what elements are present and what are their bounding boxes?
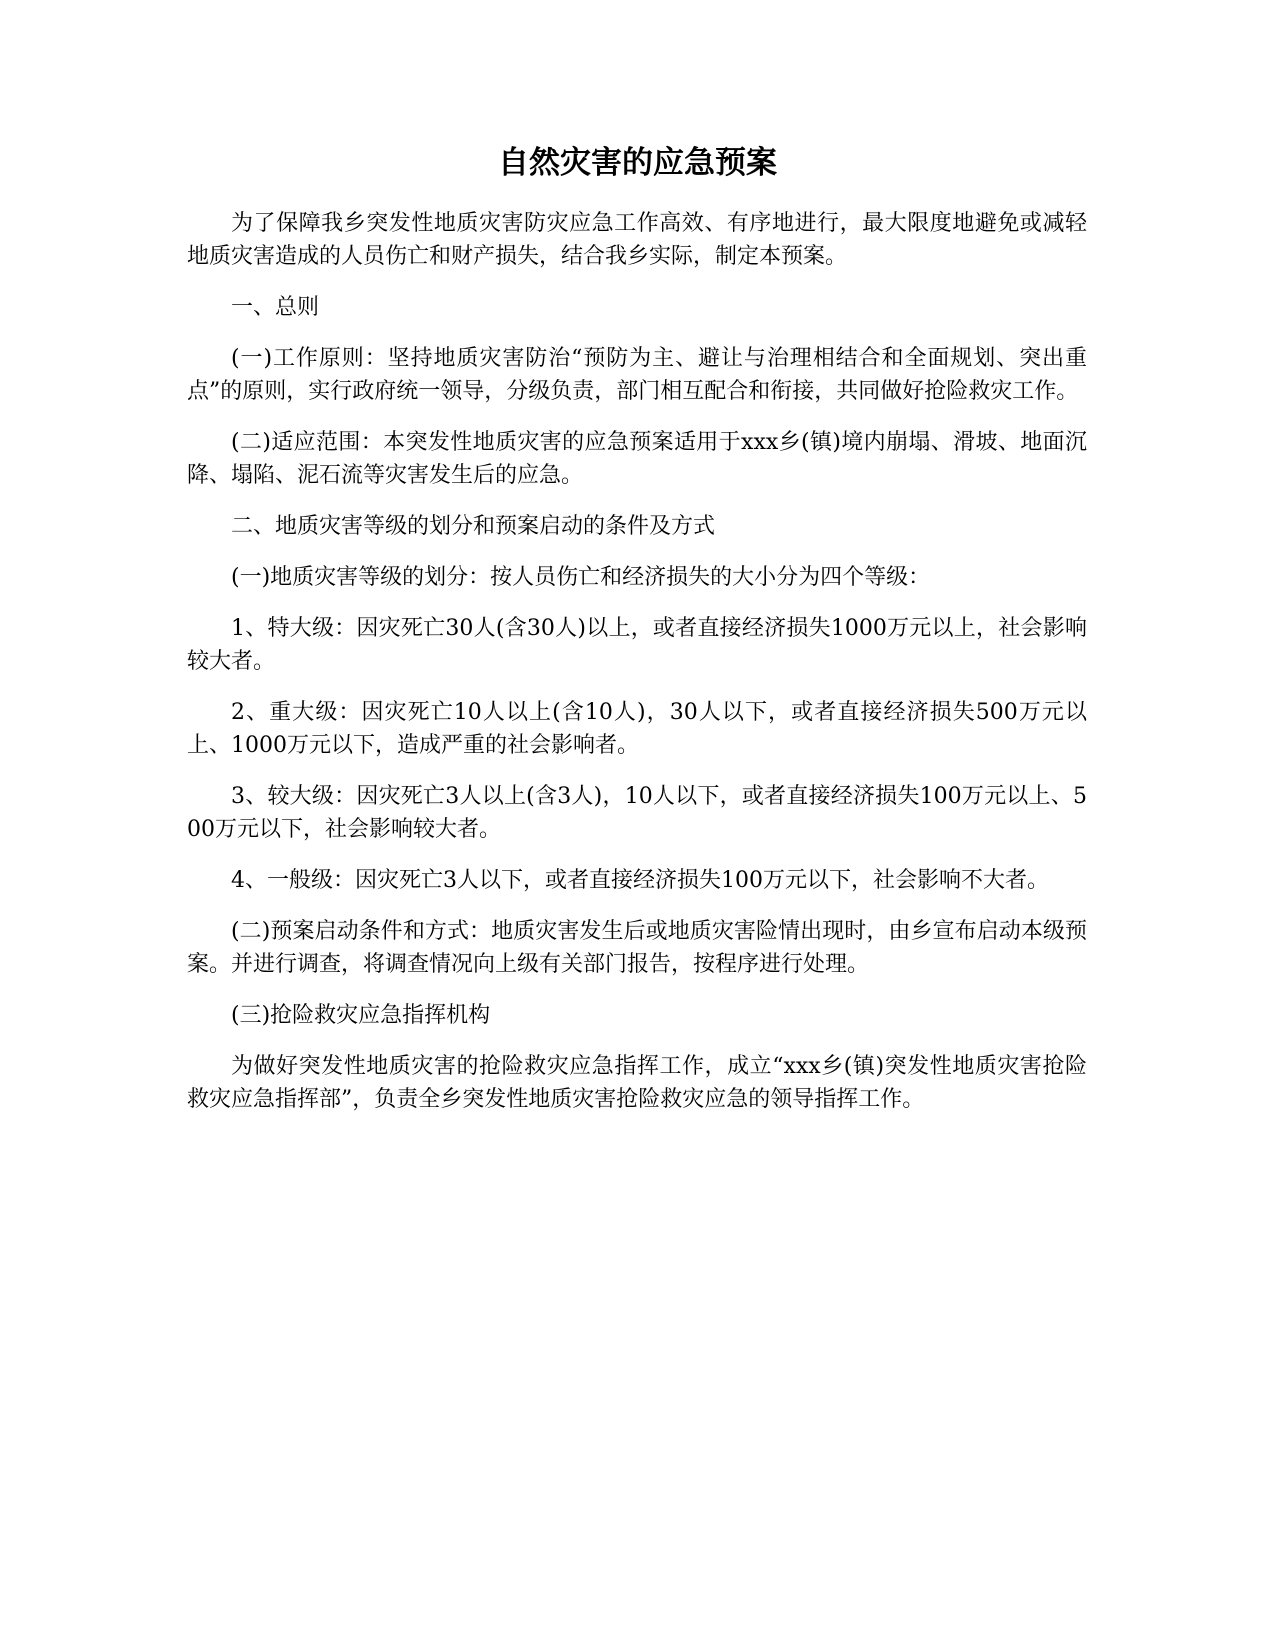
paragraph-intro: 为了保障我乡突发性地质灾害防灾应急工作高效、有序地进行，最大限度地避免或减轻地质灾害造成的人员伤亡和财产损失，结合我乡实际，制定本预案。	[187, 211, 1087, 269]
paragraph-work-principle: (一)工作原则：坚持地质灾害防治“预防为主、避让与治理相结合和全面规划、突出重点”的原则，实行政府统一领导，分级负责，部门相互配合和衔接，共同做好抢险救灾工作。	[187, 346, 1087, 404]
paragraph-scope: (二)适应范围：本突发性地质灾害的应急预案适用于xxx乡(镇)境内崩塌、滑坡、地面沉降、塌陷、泥石流等灾害发生后的应急。	[187, 430, 1087, 488]
document-body	[187, 207, 1087, 1134]
section-heading-levels: 二、地质灾害等级的划分和预案启动的条件及方式	[231, 514, 716, 539]
list-item-level-2: 2、重大级：因灾死亡10人以上(含10人)，30人以下，或者直接经济损失500万元以上、1000万元以下，造成严重的社会影响者。	[187, 700, 1087, 758]
list-item-level-1: 1、特大级：因灾死亡30人(含30人)以上，或者直接经济损失1000万元以上，社会影响较大者。	[187, 616, 1087, 674]
paragraph-command-body: 为做好突发性地质灾害的抢险救灾应急指挥工作，成立“xxx乡(镇)突发性地质灾害抢险救灾应急指挥部”，负责全乡突发性地质灾害抢险救灾应急的领导指挥工作。	[187, 1054, 1087, 1112]
paragraph-activation: (二)预案启动条件和方式：地质灾害发生后或地质灾害险情出现时，由乡宣布启动本级预案。并进行调查，将调查情况向上级有关部门报告，按程序进行处理。	[187, 919, 1087, 977]
paragraph-command-heading: (三)抢险救灾应急指挥机构	[231, 1003, 491, 1028]
section-heading-general: 一、总则	[231, 295, 320, 320]
list-item-level-4: 4、一般级：因灾死亡3人以下，或者直接经济损失100万元以下，社会影响不大者。	[231, 868, 1049, 893]
paragraph-level-division: (一)地质灾害等级的划分：按人员伤亡和经济损失的大小分为四个等级：	[231, 565, 931, 590]
document-title: 自然灾害的应急预案	[498, 145, 777, 181]
list-item-level-3: 3、较大级：因灾死亡3人以上(含3人)，10人以下，或者直接经济损失100万元以上、500万元以下，社会影响较大者。	[187, 784, 1087, 842]
